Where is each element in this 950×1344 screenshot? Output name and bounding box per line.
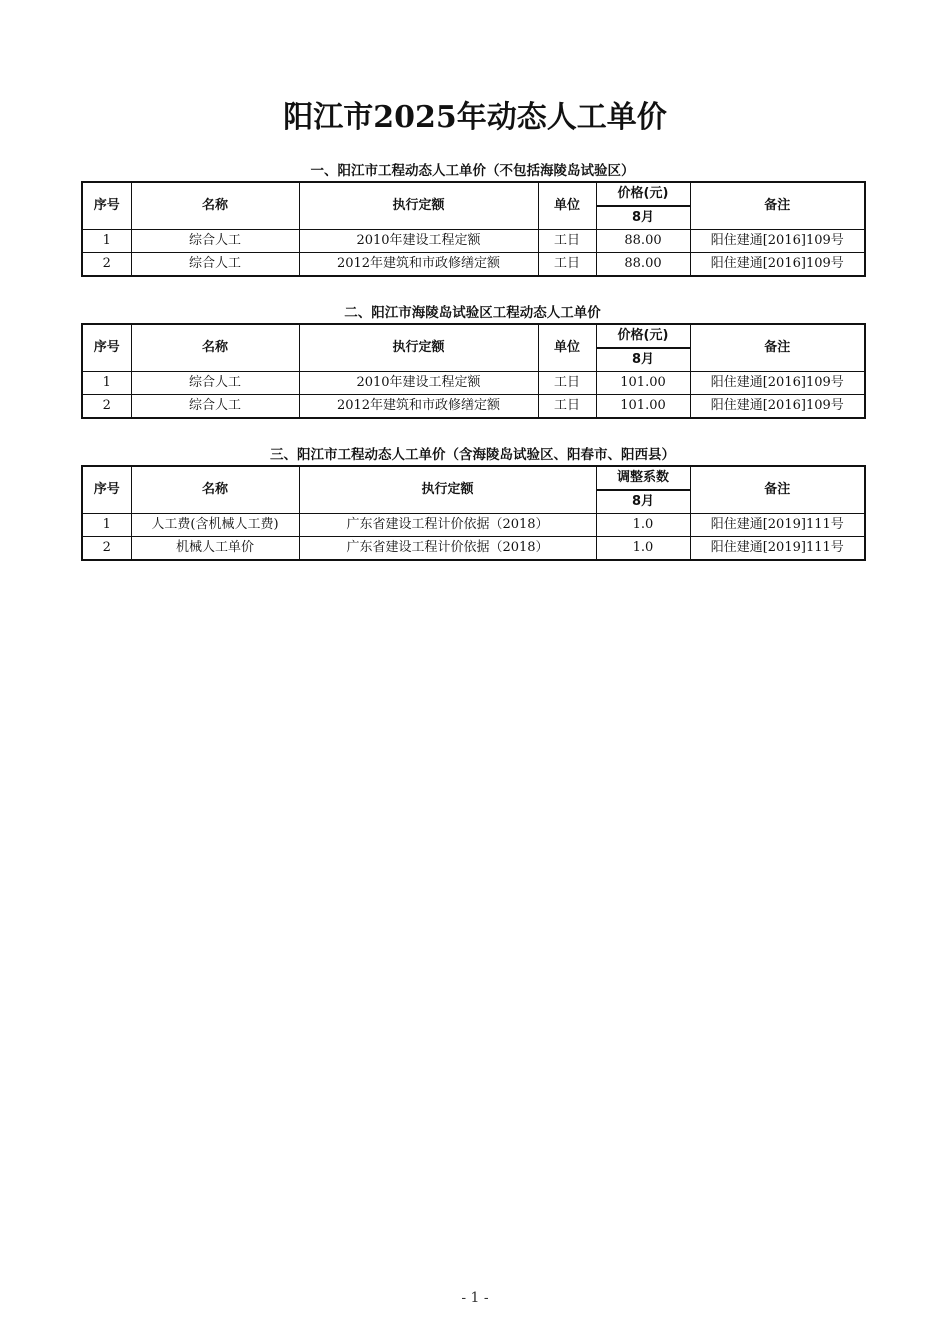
- header-note: 备注: [690, 466, 865, 514]
- cell-quota: 广东省建设工程计价依据（2018）: [299, 537, 596, 561]
- cell-note: 阳住建通[2016]109号: [690, 230, 865, 253]
- header-note: 备注: [690, 182, 865, 230]
- page-title: 阳江市2025年动态人工单价: [283, 100, 667, 135]
- cell-seq: 1: [82, 372, 131, 395]
- header-note: 备注: [690, 324, 865, 372]
- section-heading: 一、阳江市工程动态人工单价（不包括海陵岛试验区）: [310, 163, 635, 179]
- header-quota: 执行定额: [299, 324, 538, 372]
- table-row: [82, 514, 865, 537]
- header-month: 8月: [596, 490, 690, 514]
- page-number: - 1 -: [461, 1290, 489, 1306]
- table-row: [82, 253, 865, 277]
- cell-quota: 广东省建设工程计价依据（2018）: [299, 514, 596, 537]
- cell-note: 阳住建通[2016]109号: [690, 253, 865, 277]
- header-quota: 执行定额: [299, 466, 596, 514]
- header-unit: 单位: [538, 324, 596, 372]
- cell-note: 阳住建通[2019]111号: [690, 537, 865, 561]
- cell-seq: 2: [82, 537, 131, 561]
- header-month: 8月: [596, 348, 690, 372]
- cell-unit: 工日: [538, 230, 596, 253]
- table-row: [82, 395, 865, 419]
- cell-seq: 2: [82, 253, 131, 277]
- section-2: [81, 303, 864, 419]
- cell-quota: 2010年建设工程定额: [299, 230, 538, 253]
- cell-note: 阳住建通[2016]109号: [690, 372, 865, 395]
- header-coef: 调整系数: [596, 466, 690, 490]
- cell-name: 综合人工: [131, 395, 299, 419]
- price-table: [81, 181, 866, 277]
- section-1: [81, 161, 864, 277]
- table-row: [82, 372, 865, 395]
- cell-value: 1.0: [596, 514, 690, 537]
- header-unit: 单位: [538, 182, 596, 230]
- cell-note: 阳住建通[2016]109号: [690, 395, 865, 419]
- cell-unit: 工日: [538, 395, 596, 419]
- header-seq: 序号: [82, 324, 131, 372]
- section-heading: 三、阳江市工程动态人工单价（含海陵岛试验区、阳春市、阳西县）: [270, 447, 675, 463]
- section-3: [81, 445, 864, 561]
- table-row: [82, 537, 865, 561]
- cell-seq: 2: [82, 395, 131, 419]
- cell-value: 101.00: [596, 372, 690, 395]
- cell-unit: 工日: [538, 253, 596, 277]
- header-name: 名称: [131, 466, 299, 514]
- cell-value: 1.0: [596, 537, 690, 561]
- section-heading: 二、阳江市海陵岛试验区工程动态人工单价: [344, 305, 601, 321]
- cell-name: 人工费(含机械人工费): [131, 514, 299, 537]
- cell-seq: 1: [82, 514, 131, 537]
- cell-name: 机械人工单价: [131, 537, 299, 561]
- cell-note: 阳住建通[2019]111号: [690, 514, 865, 537]
- table-row: [82, 230, 865, 253]
- cell-quota: 2012年建筑和市政修缮定额: [299, 253, 538, 277]
- header-seq: 序号: [82, 466, 131, 514]
- header-price: 价格(元): [596, 182, 690, 206]
- cell-value: 88.00: [596, 230, 690, 253]
- price-table: [81, 323, 866, 419]
- header-seq: 序号: [82, 182, 131, 230]
- cell-quota: 2012年建筑和市政修缮定额: [299, 395, 538, 419]
- header-quota: 执行定额: [299, 182, 538, 230]
- header-name: 名称: [131, 182, 299, 230]
- cell-unit: 工日: [538, 372, 596, 395]
- header-name: 名称: [131, 324, 299, 372]
- cell-name: 综合人工: [131, 372, 299, 395]
- header-price: 价格(元): [596, 324, 690, 348]
- header-month: 8月: [596, 206, 690, 230]
- cell-value: 101.00: [596, 395, 690, 419]
- coefficient-table: [81, 465, 866, 561]
- cell-name: 综合人工: [131, 253, 299, 277]
- cell-value: 88.00: [596, 253, 690, 277]
- cell-quota: 2010年建设工程定额: [299, 372, 538, 395]
- cell-seq: 1: [82, 230, 131, 253]
- cell-name: 综合人工: [131, 230, 299, 253]
